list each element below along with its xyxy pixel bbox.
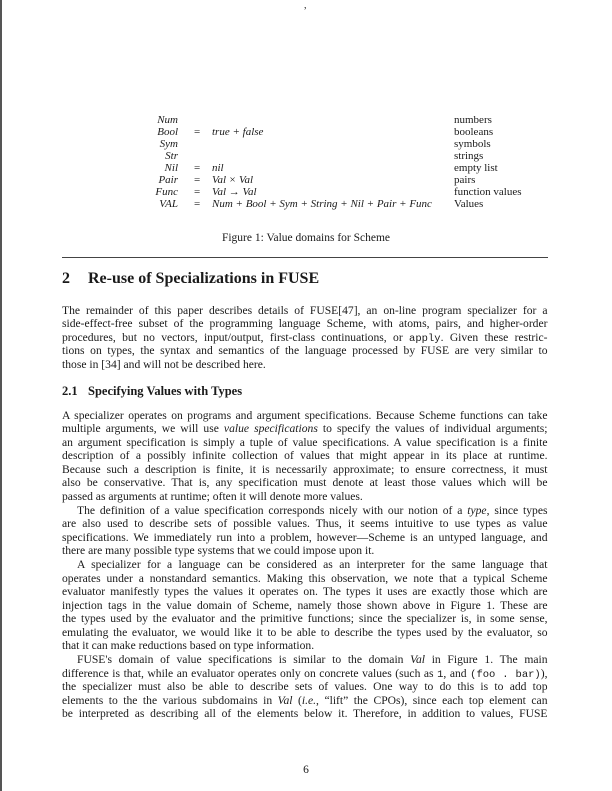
emphasis-text: type <box>467 504 487 517</box>
domain-description: Values <box>454 198 484 210</box>
page-number: 6 <box>303 764 309 776</box>
text-run: in Figure 1. The main <box>425 653 548 666</box>
domain-definition: Num + Bool + Sym + String + Nil + Pair + Func <box>212 198 432 210</box>
text-run: Because such a description is finite, it is necessarily approximate; to ensure correctness, it must <box>62 463 548 476</box>
text-line <box>62 409 548 422</box>
domain-name: Sym <box>159 138 178 150</box>
text-run: the types used by the evaluator and the primitive functions; since the specializer is, in some sense, <box>62 612 548 625</box>
text-run: . Given these restric- <box>440 331 548 344</box>
code-text: apply <box>409 333 441 345</box>
text-run: are also used to describe sets of possible values. Thus, it seems intuitive to use types as value <box>62 517 548 530</box>
section-heading <box>62 270 319 288</box>
text-run: injection tags in the value domain of Scheme, namely those shown above in Figure 1. These are <box>62 599 548 612</box>
equals-sign: = <box>194 198 201 210</box>
text-line <box>77 653 548 666</box>
text-run: side-effect-free subset of the programming language Scheme, with atoms, pairs, and higher-order <box>62 317 548 330</box>
text-line <box>62 331 548 344</box>
figure-caption: Figure 1: Value domains for Scheme <box>221 232 391 244</box>
text-run: passed as arguments at runtime; often it will denote more values. <box>62 490 363 503</box>
scan-edge <box>0 0 2 791</box>
text-line <box>62 572 548 585</box>
emphasis-text: value specifications <box>223 422 318 435</box>
equals-sign: = <box>194 174 201 186</box>
text-run: also be conservative. That is, any specification must denote at least those values which will be <box>62 476 548 489</box>
text-run: be interpreted as describing all of the elements below it. Therefore, in addition to values, FUSE <box>62 707 548 720</box>
text-run: those in [34] and will not be described here. <box>62 358 266 371</box>
text-run: , and <box>443 667 471 680</box>
domain-name: VAL <box>159 198 178 210</box>
text-run: ), <box>540 667 548 680</box>
text-line <box>62 639 548 652</box>
text-run: description of a possibly infinite collection of values that might appear in its place at runtime. <box>62 449 548 462</box>
text-line <box>62 463 548 476</box>
text-run: , “lift” the CPOs), since each top element can <box>316 694 548 707</box>
figure-row <box>104 198 564 210</box>
code-text: (foo . bar) <box>470 669 541 681</box>
text-run: The remainder of this paper describes details of FUSE[47], an on-line program specializer for a <box>62 304 548 317</box>
figure-row <box>104 174 564 186</box>
text-line <box>62 707 548 720</box>
text-line <box>62 694 548 707</box>
text-line <box>62 317 548 330</box>
figure-row <box>104 138 564 150</box>
text-line <box>62 436 548 449</box>
text-line <box>62 304 548 317</box>
figure-row <box>104 126 564 138</box>
domain-name: Pair <box>158 174 178 186</box>
figure-row <box>104 150 564 162</box>
figure-value-domains <box>104 114 564 214</box>
figure-row <box>104 186 564 198</box>
text-line <box>62 585 548 598</box>
text-line <box>62 490 548 503</box>
text-line <box>62 517 548 530</box>
text-run: an argument specification is simply a tuple of value specifications. A value specification is a finite <box>62 436 548 449</box>
text-run: A specializer operates on programs and argument specifications. Because Scheme functions can take <box>62 409 548 422</box>
domain-definition: Val × Val <box>212 174 254 186</box>
text-run: , since types <box>486 504 548 517</box>
text-run: there are many possible type systems that we could impose upon it. <box>62 544 375 557</box>
figure-row <box>104 114 564 126</box>
text-run: ( <box>292 694 302 707</box>
equals-sign: = <box>194 162 201 174</box>
text-run: FUSE's domain of value specifications is similar to the domain <box>77 653 411 666</box>
text-run: difference is that, while an evaluator operates only on concrete values (such as <box>62 667 438 680</box>
text-run: procedures, but no vectors, input/output, first-class continuations, or <box>62 331 410 344</box>
text-line <box>62 344 548 357</box>
text-run: A specializer for a language can be considered as an interpreter for the same language that <box>77 558 548 571</box>
section-number: 2 <box>62 270 70 287</box>
text-line <box>62 449 548 462</box>
code-text: 1 <box>437 669 444 681</box>
domain-name: Num <box>157 114 178 126</box>
figure-row <box>104 162 564 174</box>
domain-name: Bool <box>157 126 178 138</box>
text-run: The definition of a value specification corresponds nicely with our notion of a <box>77 504 468 517</box>
equals-sign: = <box>194 186 201 198</box>
subsection-heading <box>62 384 242 399</box>
domain-description: pairs <box>454 174 476 186</box>
emphasis-text: i.e. <box>301 694 317 707</box>
domain-name: Func <box>155 186 178 198</box>
text-run: emulating the evaluator, we would like it to be able to describe the types used by the evaluator, so <box>62 626 548 639</box>
scan-mark: , <box>304 0 307 11</box>
equals-sign: = <box>194 126 201 138</box>
domain-definition: Val → Val <box>212 186 257 198</box>
emphasis-text: Val <box>410 653 425 666</box>
text-run: specifications. We immediately run into a problem, however—Scheme is an untyped language, and <box>62 531 548 544</box>
text-run: to specify the values of individual arguments; <box>317 422 548 435</box>
text-line <box>62 667 548 680</box>
text-line <box>62 422 548 435</box>
figure-rule <box>62 257 548 258</box>
domain-definition: true + false <box>212 126 264 138</box>
domain-definition: nil <box>212 162 224 174</box>
text-line <box>62 599 548 612</box>
domain-description: empty list <box>454 162 498 174</box>
emphasis-text: Val <box>277 694 293 707</box>
text-run: tions on types, the syntax and semantics of the language processed by FUSE are very similar to <box>62 344 548 357</box>
subsection-number: 2.1 <box>62 384 78 398</box>
domain-name: Str <box>165 150 178 162</box>
text-line <box>62 358 548 371</box>
domain-description: symbols <box>454 138 491 150</box>
text-run: multiple arguments, we will use <box>62 422 224 435</box>
domain-description: strings <box>454 150 484 162</box>
text-line <box>62 626 548 639</box>
text-run: that it can make reductions based on type information. <box>62 639 315 652</box>
subsection-title: Specifying Values with Types <box>88 384 243 398</box>
text-line <box>62 531 548 544</box>
text-run: elements to the the various subdomains in <box>62 694 278 707</box>
domain-description: numbers <box>454 114 492 126</box>
domain-name: Nil <box>164 162 178 174</box>
text-line <box>62 680 548 693</box>
section-title: Re-use of Specializations in FUSE <box>88 270 320 287</box>
text-run: the specializer must also be able to describe sets of values. One way to do this is to add top <box>62 680 548 693</box>
text-run: evaluator manifestly types the values it operates on. The types it uses are exactly those which are <box>62 585 548 598</box>
domain-description: booleans <box>454 126 494 138</box>
text-line <box>77 558 548 571</box>
domain-description: function values <box>454 186 522 198</box>
text-line <box>62 544 548 557</box>
text-line <box>62 476 548 489</box>
text-line <box>77 504 548 517</box>
text-line <box>62 612 548 625</box>
text-run: operates under a nonstandard semantics. Making this observation, we note that a typical Scheme <box>62 572 548 585</box>
